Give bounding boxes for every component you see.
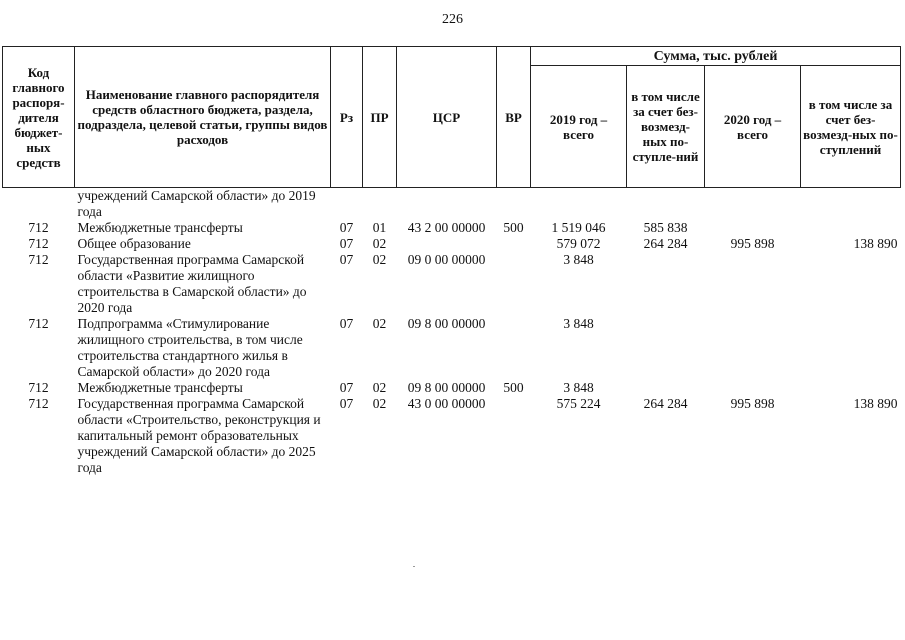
header-vr: ВР <box>497 47 531 188</box>
table-row <box>3 252 901 316</box>
cell-rz: 07 <box>339 252 354 267</box>
cell-grants-2019 <box>627 252 705 316</box>
cell-pr: 02 <box>372 380 387 395</box>
cell-grants-2020: 138 890 <box>853 236 898 251</box>
cell-pr <box>363 188 397 221</box>
cell-csr: 09 8 00 00000 <box>407 380 486 395</box>
table-row <box>3 188 901 221</box>
cell-total-2020: 995 898 <box>730 396 775 411</box>
cell-csr <box>397 188 497 221</box>
cell-rz: 07 <box>339 396 354 411</box>
cell-name: учреждений Самарской области» до 2019 года <box>77 188 316 219</box>
header-sum-group: Сумма, тыс. рублей <box>531 47 901 66</box>
cell-grants-2019 <box>627 380 705 396</box>
cell-total-2020 <box>705 252 801 316</box>
cell-rz: 07 <box>339 316 354 331</box>
cell-name: Подпрограмма «Стимулирование жилищного строительства, в том числе строительства стандартного жилья в Самарской области» до 2020 года <box>77 316 303 379</box>
cell-vr <box>497 188 531 221</box>
cell-name: Межбюджетные трансферты <box>77 380 243 395</box>
cell-total-2019: 3 848 <box>563 252 594 267</box>
cell-rz: 07 <box>339 380 354 395</box>
cell-total-2020 <box>705 188 801 221</box>
cell-name: Государственная программа Самарской области «Развитие жилищного строительства в Самарской области» до 2020 года <box>77 252 307 315</box>
header-name: Наименование главного распорядителя средств областного бюджета, раздела, подраздела, целевой статьи, группы видов расходов <box>75 47 331 188</box>
cell-total-2020 <box>705 220 801 236</box>
cell-pr: 02 <box>372 396 387 411</box>
cell-code: 712 <box>28 220 49 235</box>
cell-rz: 07 <box>339 236 354 251</box>
cell-grants-2020 <box>801 220 901 236</box>
cell-name: Общее образование <box>77 236 191 251</box>
cell-code: 712 <box>28 316 49 331</box>
cell-vr <box>497 316 531 380</box>
cell-grants-2020 <box>801 380 901 396</box>
cell-vr <box>497 396 531 476</box>
cell-total-2020: 995 898 <box>730 236 775 251</box>
header-code: Код главного распоря-дителя бюджет-ных средств <box>3 47 75 188</box>
cell-total-2019: 579 072 <box>556 236 601 251</box>
scan-speck <box>413 566 415 567</box>
header-total-2019: 2019 год – всего <box>531 66 627 188</box>
cell-grants-2020: 138 890 <box>853 396 898 411</box>
cell-vr: 500 <box>503 220 524 235</box>
cell-csr: 43 2 00 00000 <box>407 220 486 235</box>
cell-pr: 02 <box>372 252 387 267</box>
cell-total-2020 <box>705 316 801 380</box>
cell-total-2019: 3 848 <box>563 316 594 331</box>
cell-rz: 07 <box>339 220 354 235</box>
cell-pr: 02 <box>372 236 387 251</box>
page-number: 226 <box>442 12 463 27</box>
header-rz: Рз <box>331 47 363 188</box>
cell-grants-2019 <box>627 316 705 380</box>
cell-total-2019 <box>531 188 627 221</box>
table-row <box>3 220 901 236</box>
header-pr: ПР <box>363 47 397 188</box>
cell-total-2019: 1 519 046 <box>551 220 606 235</box>
cell-csr: 09 8 00 00000 <box>407 316 486 331</box>
cell-grants-2020 <box>801 188 901 221</box>
cell-code: 712 <box>28 252 49 267</box>
table-row <box>3 316 901 380</box>
cell-total-2019: 3 848 <box>563 380 594 395</box>
cell-vr: 500 <box>503 380 524 395</box>
cell-csr <box>397 236 497 252</box>
budget-table <box>2 46 901 476</box>
cell-pr: 02 <box>372 316 387 331</box>
table-row <box>3 236 901 252</box>
cell-grants-2020 <box>801 252 901 316</box>
cell-vr <box>497 236 531 252</box>
cell-csr: 43 0 00 00000 <box>407 396 486 411</box>
cell-grants-2020 <box>801 316 901 380</box>
table-row <box>3 380 901 396</box>
cell-name: Межбюджетные трансферты <box>77 220 243 235</box>
header-grants-2020: в том числе за счет без-возмезд-ных по-ступлений <box>801 66 901 188</box>
cell-pr: 01 <box>372 220 387 235</box>
cell-grants-2019: 264 284 <box>643 236 688 251</box>
cell-total-2020 <box>705 380 801 396</box>
cell-code <box>3 188 75 221</box>
cell-name: Государственная программа Самарской области «Строительство, реконструкция и капитальный ремонт образовательных учреждений Самарской области» до 2025 года <box>77 396 321 475</box>
cell-code: 712 <box>28 396 49 411</box>
cell-grants-2019: 585 838 <box>643 220 688 235</box>
table-row <box>3 396 901 476</box>
cell-total-2019: 575 224 <box>556 396 601 411</box>
cell-grants-2019: 264 284 <box>643 396 688 411</box>
header-csr: ЦСР <box>397 47 497 188</box>
header-grants-2019: в том числе за счет без-возмезд-ных по-ступле-ний <box>627 66 705 188</box>
cell-code: 712 <box>28 380 49 395</box>
cell-grants-2019 <box>627 188 705 221</box>
cell-rz <box>331 188 363 221</box>
cell-vr <box>497 252 531 316</box>
cell-code: 712 <box>28 236 49 251</box>
cell-csr: 09 0 00 00000 <box>407 252 486 267</box>
header-total-2020: 2020 год – всего <box>705 66 801 188</box>
